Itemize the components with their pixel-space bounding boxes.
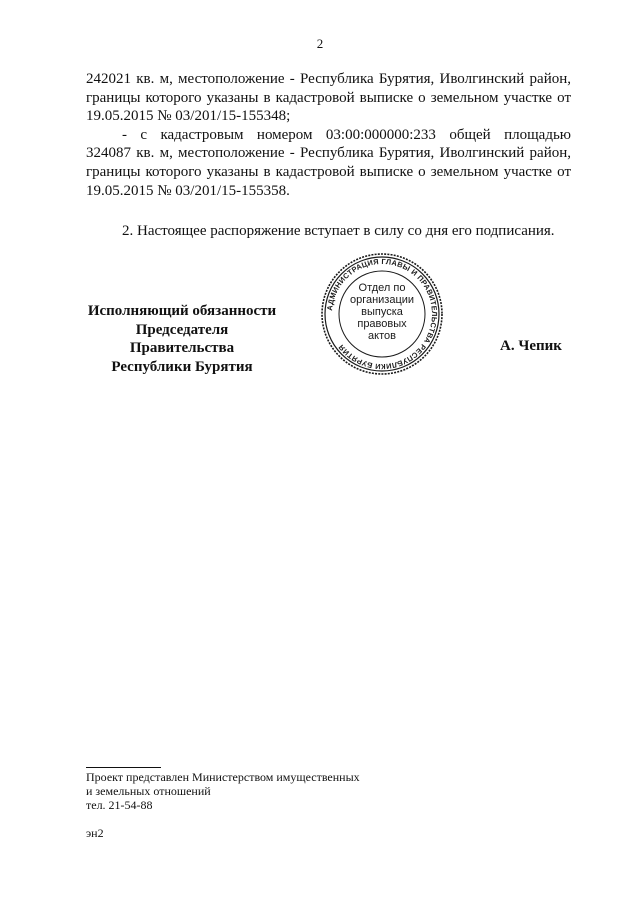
footnote-divider	[86, 767, 161, 768]
footnote-line: Проект представлен Министерством имущественных	[86, 770, 360, 784]
body-line: границы которого указаны в кадастровой выписке о земельном участке от	[86, 163, 571, 180]
stamp-line: Отдел по	[358, 282, 406, 294]
official-stamp	[320, 252, 444, 376]
body-text	[86, 70, 571, 241]
paragraph-2: 2. Настоящее распоряжение вступает в силу со дня его подписания.	[122, 223, 555, 240]
page-number: 2	[316, 36, 324, 51]
stamp-ring-text: АДМИНИСТРАЦИЯ ГЛАВЫ И ПРАВИТЕЛЬСТВА РЕСПУБЛИКИ БУРЯТИЯ	[325, 256, 440, 372]
body-line: - с кадастровым номером 03:00:000000:233 общей площадью	[122, 126, 571, 143]
signatory-position	[82, 302, 282, 376]
position-line: Исполняющий обязанности	[87, 303, 277, 319]
stamp-line: актов	[368, 330, 396, 342]
signatory-name: А. Чепик	[500, 338, 562, 354]
position-line: Председателя Правительства	[129, 321, 235, 357]
footnote	[86, 770, 360, 812]
footnote-line: и земельных отношений	[86, 784, 211, 798]
position-line: Республики Бурятия	[111, 358, 253, 375]
body-line: 19.05.2015 № 03/201/15-155348;	[86, 108, 291, 125]
body-line: 324087 кв. м, местоположение - Республика Бурятия, Иволгинский район,	[86, 145, 571, 162]
stamp-line: организации	[349, 294, 415, 306]
document-tag: эн2	[86, 826, 104, 840]
body-line: 242021 кв. м, местоположение - Республика Бурятия, Иволгинский район,	[86, 71, 571, 87]
stamp-center-text	[320, 282, 444, 342]
body-line: границы которого указаны в кадастровой выписке о земельном участке от	[86, 89, 571, 106]
stamp-line: правовых	[357, 318, 407, 330]
footnote-line: тел. 21-54-88	[86, 798, 153, 812]
stamp-line: выпуска	[361, 306, 403, 318]
body-line: 19.05.2015 № 03/201/15-155358.	[86, 182, 290, 199]
